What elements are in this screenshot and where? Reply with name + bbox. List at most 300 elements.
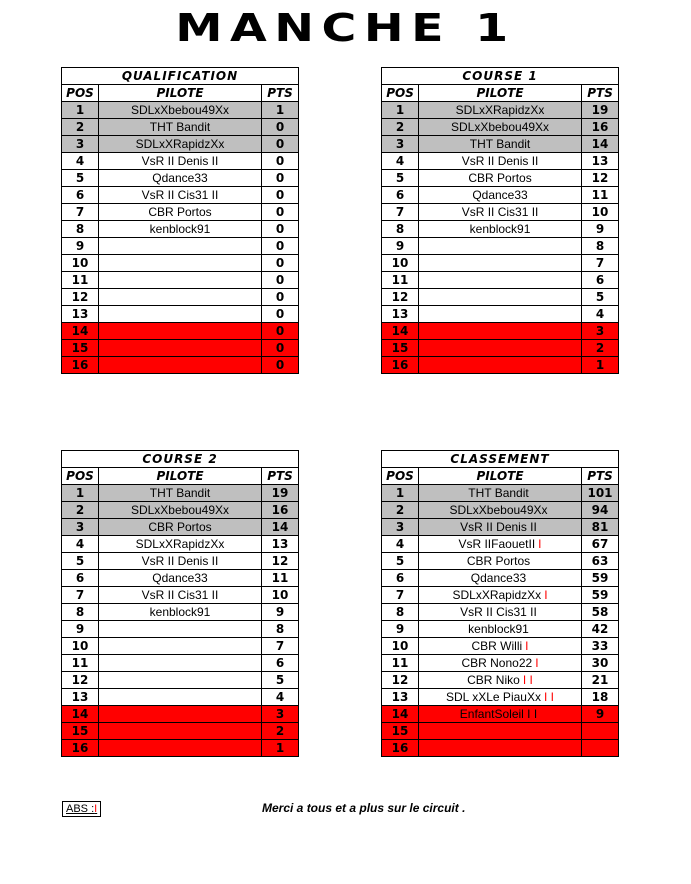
points-cell: 14 xyxy=(262,519,299,536)
pos-column-header: POS xyxy=(382,85,419,102)
pilote-name: CBR Portos xyxy=(466,554,531,568)
pilote-name: SDLxXRapidzXx xyxy=(135,537,225,551)
points-cell: 9 xyxy=(262,604,299,621)
pilote-name: Qdance33 xyxy=(152,571,208,585)
points-cell: 0 xyxy=(262,340,299,357)
position-cell: 16 xyxy=(382,357,419,374)
position-cell: 6 xyxy=(382,187,419,204)
position-cell: 6 xyxy=(382,570,419,587)
table-row xyxy=(62,519,619,536)
pilote-name: THT Bandit xyxy=(149,120,211,134)
points-cell: 10 xyxy=(582,204,619,221)
pilote-name: CBR Nono22 xyxy=(461,656,533,670)
position-cell: 11 xyxy=(382,655,419,672)
pos-column-header: POS xyxy=(62,468,99,485)
pilote-cell xyxy=(99,340,262,357)
pilote-cell xyxy=(419,723,582,740)
pilote-cell xyxy=(419,740,582,757)
pilote-name: VsR II Cis31 II xyxy=(461,205,539,219)
position-cell: 14 xyxy=(382,323,419,340)
points-cell: 13 xyxy=(262,536,299,553)
pilote-cell xyxy=(99,306,262,323)
pilote-cell xyxy=(99,136,262,153)
absence-mark: I xyxy=(525,639,529,653)
points-cell: 6 xyxy=(582,272,619,289)
pilote-name: VsR II Denis II xyxy=(141,154,219,168)
points-cell: 4 xyxy=(582,306,619,323)
pilote-cell xyxy=(99,621,262,638)
table-row xyxy=(62,638,619,655)
spacer xyxy=(299,170,382,187)
spacer xyxy=(299,740,382,757)
pilote-cell xyxy=(419,306,582,323)
points-cell: 19 xyxy=(262,485,299,502)
pilote-cell xyxy=(99,723,262,740)
pilote-cell xyxy=(419,323,582,340)
pilote-name: kenblock91 xyxy=(469,222,531,236)
points-cell: 5 xyxy=(582,289,619,306)
table-row xyxy=(62,119,619,136)
points-cell: 101 xyxy=(582,485,619,502)
points-cell: 0 xyxy=(262,204,299,221)
spacer xyxy=(299,238,382,255)
table-row xyxy=(62,740,619,757)
points-cell: 0 xyxy=(262,187,299,204)
pilote-name: VsR IIFaouetII xyxy=(458,537,536,551)
pilote-name: VsR II Cis31 II xyxy=(141,188,219,202)
pilote-name: THT Bandit xyxy=(149,486,211,500)
points-cell: 0 xyxy=(262,238,299,255)
pilote-cell xyxy=(99,204,262,221)
points-cell: 0 xyxy=(262,323,299,340)
table-row xyxy=(62,621,619,638)
page-title: MANCHE 1 xyxy=(175,6,516,50)
pilote-cell xyxy=(99,102,262,119)
pilote-cell xyxy=(99,570,262,587)
points-cell: 16 xyxy=(582,119,619,136)
spacer xyxy=(299,323,382,340)
position-cell: 7 xyxy=(62,204,99,221)
points-cell: 7 xyxy=(582,255,619,272)
pilote-cell xyxy=(419,238,582,255)
pilote-name: SDLxXRapidzXx xyxy=(452,588,542,602)
table-row xyxy=(62,153,619,170)
position-cell: 8 xyxy=(382,221,419,238)
points-cell: 0 xyxy=(262,221,299,238)
pilote-cell xyxy=(99,485,262,502)
position-cell: 9 xyxy=(62,238,99,255)
pilote-cell xyxy=(419,536,582,553)
table-row xyxy=(62,570,619,587)
position-cell: 13 xyxy=(382,306,419,323)
points-cell: 59 xyxy=(582,570,619,587)
spacer xyxy=(299,187,382,204)
pilote-cell xyxy=(419,289,582,306)
points-cell: 21 xyxy=(582,672,619,689)
pilote-cell xyxy=(419,553,582,570)
pilote-cell xyxy=(99,323,262,340)
table-row xyxy=(62,706,619,723)
pilote-cell xyxy=(419,340,582,357)
spacer xyxy=(299,119,382,136)
pilote-name: VsR II Cis31 II xyxy=(460,605,537,619)
spacer xyxy=(299,553,382,570)
pilote-name: EnfantSoleil I I xyxy=(459,707,538,721)
pos-column-header: POS xyxy=(62,85,99,102)
position-cell: 14 xyxy=(62,323,99,340)
points-cell: 9 xyxy=(582,221,619,238)
table-row xyxy=(62,136,619,153)
table-row xyxy=(62,323,619,340)
pilote-name: VsR II Cis31 II xyxy=(141,588,219,602)
table-row xyxy=(62,672,619,689)
position-cell: 12 xyxy=(62,672,99,689)
pilote-cell xyxy=(419,153,582,170)
spacer xyxy=(299,638,382,655)
position-cell: 2 xyxy=(62,502,99,519)
pilote-column-header: PILOTE xyxy=(419,85,582,102)
pilote-column-header: PILOTE xyxy=(99,468,262,485)
footer-message: Merci a tous et a plus sur le circuit . xyxy=(262,801,466,815)
pilote-cell xyxy=(99,502,262,519)
pilote-cell xyxy=(419,604,582,621)
points-cell: 0 xyxy=(262,289,299,306)
points-cell: 2 xyxy=(262,723,299,740)
spacer xyxy=(299,255,382,272)
position-cell: 5 xyxy=(382,170,419,187)
pilote-name: SDLxXbebou49Xx xyxy=(449,503,548,517)
spacer xyxy=(299,221,382,238)
spacer xyxy=(299,655,382,672)
points-cell: 2 xyxy=(582,340,619,357)
pilote-cell xyxy=(419,204,582,221)
points-cell: 0 xyxy=(262,170,299,187)
points-cell: 4 xyxy=(262,689,299,706)
pilote-cell xyxy=(99,221,262,238)
position-cell: 2 xyxy=(62,119,99,136)
table-row xyxy=(62,255,619,272)
points-cell: 7 xyxy=(262,638,299,655)
spacer xyxy=(299,85,382,102)
table-row xyxy=(62,238,619,255)
pilote-name: VsR II Denis II xyxy=(461,154,539,168)
pilote-name: SDLxXRapidzXx xyxy=(455,103,545,117)
table-row xyxy=(62,502,619,519)
pilote-name: CBR Portos xyxy=(148,205,212,219)
pilote-name: CBR Portos xyxy=(148,520,212,534)
position-cell: 1 xyxy=(382,485,419,502)
spacer xyxy=(299,689,382,706)
course-1-heading: COURSE 1 xyxy=(382,68,619,85)
position-cell: 4 xyxy=(382,153,419,170)
points-cell: 9 xyxy=(582,706,619,723)
position-cell: 5 xyxy=(62,553,99,570)
points-cell: 13 xyxy=(582,153,619,170)
position-cell: 11 xyxy=(62,655,99,672)
pilote-cell xyxy=(99,740,262,757)
qualification-heading: QUALIFICATION xyxy=(62,68,299,85)
pilote-cell xyxy=(99,655,262,672)
pilote-cell xyxy=(419,502,582,519)
pilote-cell xyxy=(419,638,582,655)
pilote-cell xyxy=(99,706,262,723)
spacer xyxy=(299,306,382,323)
pilote-name: CBR Niko xyxy=(467,673,520,687)
table-row xyxy=(62,587,619,604)
position-cell: 3 xyxy=(382,519,419,536)
pilote-cell xyxy=(419,119,582,136)
table-row xyxy=(62,170,619,187)
table-row xyxy=(62,723,619,740)
pilote-cell xyxy=(99,255,262,272)
position-cell: 3 xyxy=(62,519,99,536)
pilote-cell xyxy=(419,357,582,374)
points-cell xyxy=(582,740,619,757)
position-cell: 4 xyxy=(62,153,99,170)
pilote-cell xyxy=(419,272,582,289)
points-cell: 59 xyxy=(582,587,619,604)
spacer xyxy=(299,672,382,689)
pilote-name: SDLxXbebou49Xx xyxy=(450,120,550,134)
pilote-cell xyxy=(99,119,262,136)
pilote-cell xyxy=(419,621,582,638)
points-cell: 81 xyxy=(582,519,619,536)
position-cell: 1 xyxy=(382,102,419,119)
position-cell: 6 xyxy=(62,187,99,204)
points-cell: 11 xyxy=(262,570,299,587)
pilote-cell xyxy=(419,672,582,689)
points-cell: 3 xyxy=(582,323,619,340)
position-cell: 15 xyxy=(62,723,99,740)
pts-column-header: PTS xyxy=(582,468,619,485)
points-cell: 5 xyxy=(262,672,299,689)
table-row xyxy=(62,689,619,706)
pilote-name: Qdance33 xyxy=(472,188,528,202)
position-cell: 14 xyxy=(382,706,419,723)
position-cell: 16 xyxy=(62,740,99,757)
pilote-cell xyxy=(419,255,582,272)
spacer xyxy=(299,289,382,306)
pilote-name: THT Bandit xyxy=(468,486,529,500)
pilote-name: THT Bandit xyxy=(469,137,531,151)
pilote-cell xyxy=(99,604,262,621)
absence-mark: I xyxy=(544,588,548,602)
points-cell: 12 xyxy=(582,170,619,187)
pilote-cell xyxy=(419,587,582,604)
position-cell: 12 xyxy=(382,289,419,306)
spacer xyxy=(299,357,382,374)
points-cell: 1 xyxy=(582,357,619,374)
points-cell: 1 xyxy=(262,740,299,757)
pilote-cell xyxy=(99,272,262,289)
position-cell: 4 xyxy=(62,536,99,553)
spacer xyxy=(299,604,382,621)
pilote-cell xyxy=(99,689,262,706)
position-cell: 9 xyxy=(382,621,419,638)
spacer xyxy=(299,102,382,119)
table-row xyxy=(62,102,619,119)
pilote-name: VsR II Denis II xyxy=(460,520,537,534)
points-cell: 94 xyxy=(582,502,619,519)
spacer xyxy=(299,136,382,153)
pilote-cell xyxy=(99,238,262,255)
abs-label: ABS : xyxy=(66,803,95,815)
points-cell: 19 xyxy=(582,102,619,119)
position-cell: 11 xyxy=(62,272,99,289)
table-row xyxy=(62,655,619,672)
position-cell: 11 xyxy=(382,272,419,289)
pts-column-header: PTS xyxy=(262,85,299,102)
table-row xyxy=(62,340,619,357)
points-cell: 6 xyxy=(262,655,299,672)
pilote-cell xyxy=(419,136,582,153)
points-cell: 14 xyxy=(582,136,619,153)
abs-legend xyxy=(62,801,101,817)
pilote-name: kenblock91 xyxy=(149,222,211,236)
pilote-name: CBR Portos xyxy=(468,171,532,185)
pilote-column-header: PILOTE xyxy=(419,468,582,485)
table-row xyxy=(62,604,619,621)
pilote-cell xyxy=(99,638,262,655)
pilote-cell xyxy=(419,519,582,536)
position-cell: 3 xyxy=(382,136,419,153)
position-cell: 16 xyxy=(382,740,419,757)
points-cell: 16 xyxy=(262,502,299,519)
points-cell: 0 xyxy=(262,272,299,289)
absence-mark: I xyxy=(538,537,542,551)
spacer xyxy=(299,468,382,485)
pilote-name: SDLxXRapidzXx xyxy=(135,137,225,151)
points-cell: 3 xyxy=(262,706,299,723)
position-cell: 5 xyxy=(382,553,419,570)
spacer xyxy=(299,272,382,289)
points-cell: 8 xyxy=(582,238,619,255)
position-cell: 2 xyxy=(382,119,419,136)
absence-mark: I I xyxy=(543,690,554,704)
pilote-name: SDLxXbebou49Xx xyxy=(130,103,230,117)
points-cell: 0 xyxy=(262,136,299,153)
abs-mark: I xyxy=(94,803,98,815)
pilote-name: VsR II Denis II xyxy=(141,554,219,568)
pilote-name: CBR Willi xyxy=(471,639,523,653)
spacer xyxy=(299,502,382,519)
bottom-tables xyxy=(61,450,619,757)
pilote-cell xyxy=(99,536,262,553)
table-row xyxy=(62,289,619,306)
pilote-cell xyxy=(99,153,262,170)
classement-heading: CLASSEMENT xyxy=(382,451,619,468)
points-cell: 0 xyxy=(262,306,299,323)
pilote-cell xyxy=(419,170,582,187)
position-cell: 3 xyxy=(62,136,99,153)
position-cell: 9 xyxy=(62,621,99,638)
spacer xyxy=(299,451,382,468)
position-cell: 14 xyxy=(62,706,99,723)
table-row xyxy=(62,187,619,204)
pilote-cell xyxy=(419,485,582,502)
spacer xyxy=(299,204,382,221)
position-cell: 1 xyxy=(62,485,99,502)
top-tables xyxy=(61,67,619,374)
pilote-cell xyxy=(419,570,582,587)
spacer xyxy=(299,340,382,357)
table-row xyxy=(62,357,619,374)
spacer xyxy=(299,519,382,536)
pilote-cell xyxy=(99,357,262,374)
table-row xyxy=(62,204,619,221)
position-cell: 8 xyxy=(62,604,99,621)
position-cell: 13 xyxy=(62,689,99,706)
pilote-name: kenblock91 xyxy=(468,622,529,636)
table-row xyxy=(62,536,619,553)
position-cell: 12 xyxy=(62,289,99,306)
points-cell: 0 xyxy=(262,119,299,136)
pilote-cell xyxy=(99,587,262,604)
pilote-cell xyxy=(99,553,262,570)
spacer xyxy=(299,153,382,170)
table-row xyxy=(62,306,619,323)
spacer xyxy=(299,621,382,638)
position-cell: 15 xyxy=(382,723,419,740)
pilote-name: Qdance33 xyxy=(152,171,208,185)
pilote-cell xyxy=(419,706,582,723)
position-cell: 10 xyxy=(382,638,419,655)
pilote-cell xyxy=(419,187,582,204)
position-cell: 10 xyxy=(62,255,99,272)
absence-mark: I I xyxy=(522,673,533,687)
pilote-column-header: PILOTE xyxy=(99,85,262,102)
spacer xyxy=(299,587,382,604)
points-cell: 18 xyxy=(582,689,619,706)
spacer xyxy=(299,570,382,587)
spacer xyxy=(299,485,382,502)
pilote-cell xyxy=(99,519,262,536)
points-cell: 0 xyxy=(262,357,299,374)
pilote-cell xyxy=(99,672,262,689)
points-cell: 30 xyxy=(582,655,619,672)
points-cell: 67 xyxy=(582,536,619,553)
pts-column-header: PTS xyxy=(262,468,299,485)
position-cell: 7 xyxy=(62,587,99,604)
table-row xyxy=(62,553,619,570)
points-cell: 0 xyxy=(262,255,299,272)
position-cell: 16 xyxy=(62,357,99,374)
points-cell: 0 xyxy=(262,153,299,170)
pilote-cell xyxy=(99,289,262,306)
points-cell: 8 xyxy=(262,621,299,638)
spacer xyxy=(299,706,382,723)
pilote-cell xyxy=(99,170,262,187)
position-cell: 15 xyxy=(382,340,419,357)
pilote-name: Qdance33 xyxy=(470,571,527,585)
points-cell: 63 xyxy=(582,553,619,570)
points-cell: 12 xyxy=(262,553,299,570)
position-cell: 13 xyxy=(382,689,419,706)
pilote-cell xyxy=(99,187,262,204)
points-cell: 11 xyxy=(582,187,619,204)
position-cell: 2 xyxy=(382,502,419,519)
points-cell: 42 xyxy=(582,621,619,638)
spacer xyxy=(299,68,382,85)
position-cell: 5 xyxy=(62,170,99,187)
points-cell: 10 xyxy=(262,587,299,604)
position-cell: 6 xyxy=(62,570,99,587)
table-row xyxy=(62,221,619,238)
position-cell: 10 xyxy=(382,255,419,272)
position-cell: 8 xyxy=(382,604,419,621)
pts-column-header: PTS xyxy=(582,85,619,102)
pilote-cell xyxy=(419,689,582,706)
